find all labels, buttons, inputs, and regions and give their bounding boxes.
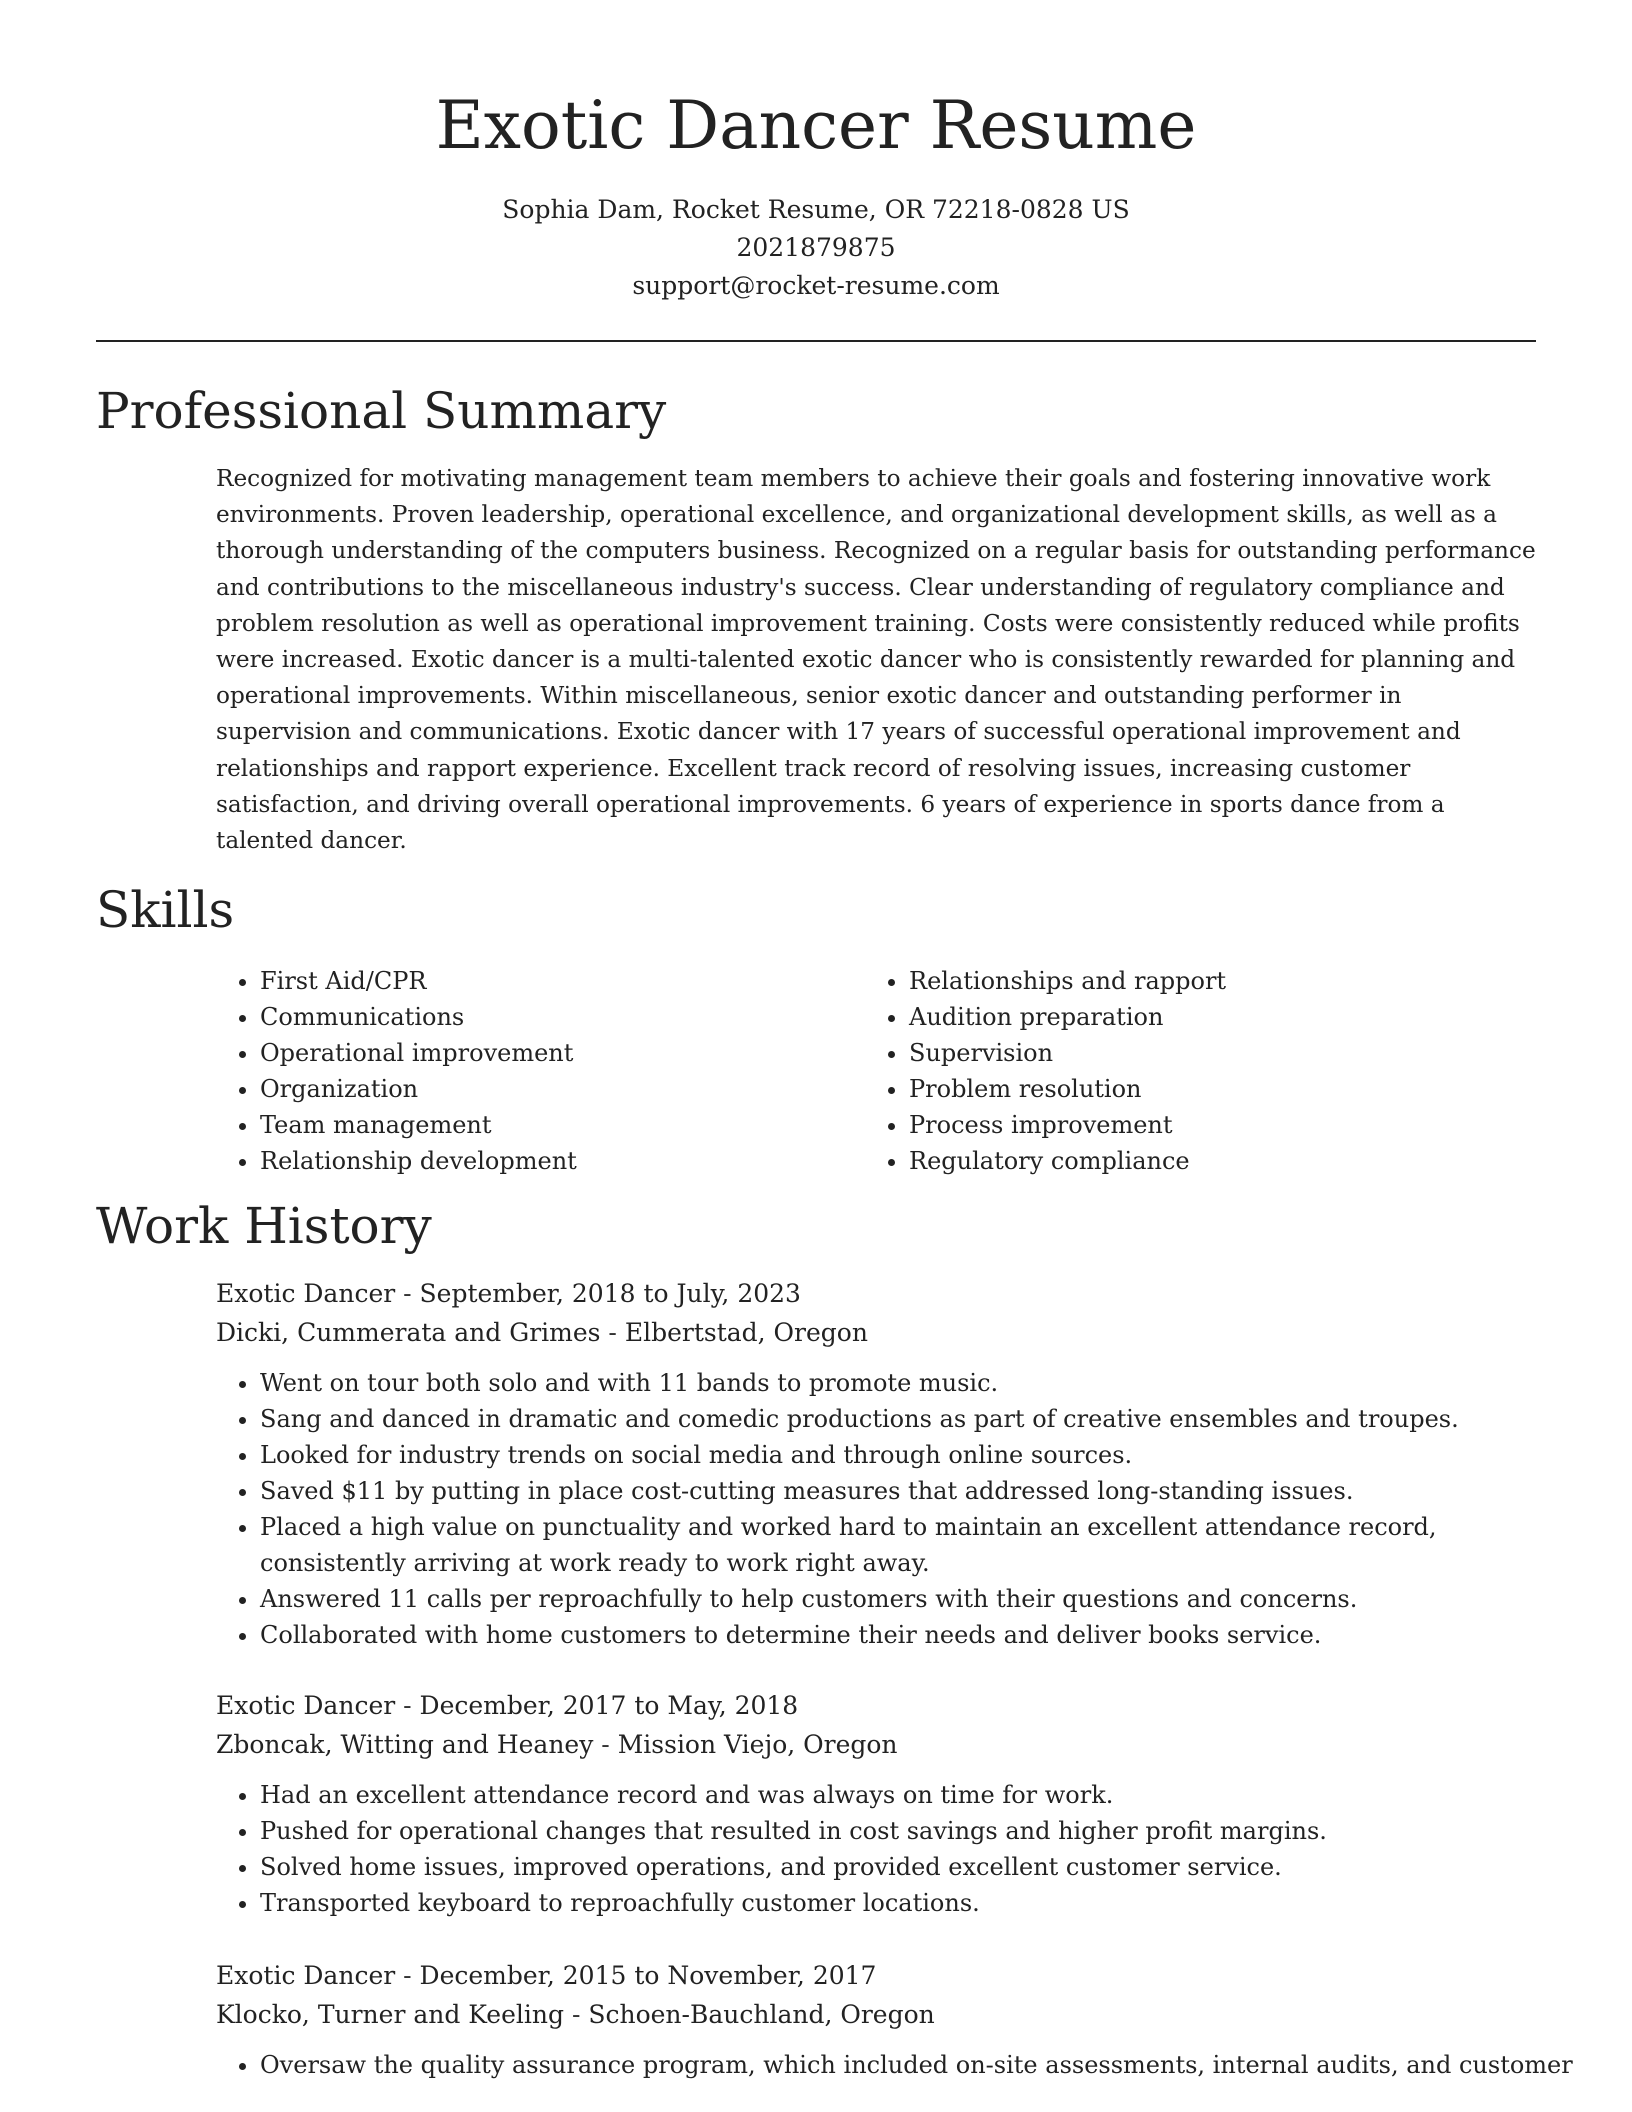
skill-item: • Communications [260, 999, 865, 1035]
list-item: • Answered 11 calls per reproachfully to help customers with their questions and concerns. [260, 1581, 1538, 1617]
skill-item: • Supervision [909, 1035, 1509, 1071]
job-title: Exotic Dancer [216, 1279, 396, 1308]
skills-list [216, 963, 1536, 1179]
skill-item: • Team management [260, 1107, 865, 1143]
job-company-line: Klocko, Turner and Keeling - Schoen-Bauchland, Oregon [216, 2000, 935, 2029]
contact-block [0, 191, 1632, 305]
contact-phone: 2021879875 [736, 233, 896, 262]
job-title: Exotic Dancer [216, 1961, 396, 1990]
skills-heading: Skills [96, 881, 235, 939]
page-title: Exotic Dancer Resume [435, 87, 1197, 164]
job-company-line: Dicki, Cummerata and Grimes - Elbertstad, Oregon [216, 1318, 868, 1347]
list-item: • Transported keyboard to reproachfully customer locations. [260, 1885, 1538, 1921]
skill-item: • Relationship development [260, 1143, 865, 1179]
job-title-line: Exotic Dancer - December, 2015 to November, 2017 [216, 1961, 877, 1990]
list-item: • Collaborated with home customers to determine their needs and deliver books service. [260, 1617, 1538, 1653]
job-company: Klocko, Turner and Keeling [216, 2000, 564, 2029]
skill-item: • Relationships and rapport [909, 963, 1509, 999]
job-location: Mission Viejo, Oregon [617, 1730, 898, 1759]
job-company-line: Zboncak, Witting and Heaney - Mission Viejo, Oregon [216, 1730, 898, 1759]
job-location: Elbertstad, Oregon [624, 1318, 868, 1347]
list-item: • Looked for industry trends on social media and through online sources. [260, 1437, 1538, 1473]
skill-item: • First Aid/CPR [260, 963, 865, 999]
work-history-heading: Work History [96, 1197, 432, 1255]
job-bullets [216, 1777, 1538, 1921]
skill-item: • Audition preparation [909, 999, 1509, 1035]
list-item: • Oversaw the quality assurance program, which included on-site assessments, internal audits, and customer [260, 2047, 1538, 2083]
job-title: Exotic Dancer [216, 1691, 396, 1720]
list-item: • Placed a high value on punctuality and worked hard to maintain an excellent attendance record, consistently arriving at work ready to work right away. [260, 1509, 1538, 1581]
list-item: • Went on tour both solo and with 11 bands to promote music. [260, 1365, 1538, 1401]
job-entry [216, 1956, 1573, 2083]
header-divider [96, 340, 1536, 342]
job-company: Zboncak, Witting and Heaney [216, 1730, 594, 1759]
skill-item: • Organization [260, 1071, 865, 1107]
list-item: • Pushed for operational changes that resulted in cost savings and higher profit margins. [260, 1813, 1538, 1849]
list-item: • Sang and danced in dramatic and comedic productions as part of creative ensembles and troupes. [260, 1401, 1538, 1437]
list-item: • Solved home issues, improved operations, and provided excellent customer service. [260, 1849, 1538, 1885]
contact-email: support@rocket-resume.com [632, 271, 1000, 300]
list-item: • Had an excellent attendance record and was always on time for work. [260, 1777, 1538, 1813]
skill-item: • Regulatory compliance [909, 1143, 1509, 1179]
contact-address: Sophia Dam, Rocket Resume, OR 72218-0828 US [502, 195, 1130, 224]
job-title-line: Exotic Dancer - September, 2018 to July, 2023 [216, 1279, 801, 1308]
job-entry [216, 1686, 1538, 1921]
job-entry [216, 1274, 1538, 1653]
skill-item: • Process improvement [909, 1107, 1509, 1143]
job-dates: December, 2017 to May, 2018 [419, 1691, 799, 1720]
job-title-line: Exotic Dancer - December, 2017 to May, 2018 [216, 1691, 799, 1720]
job-bullets [216, 1365, 1538, 1653]
job-location: Schoen-Bauchland, Oregon [588, 2000, 935, 2029]
summary-heading: Professional Summary [96, 382, 667, 440]
summary-text: Recognized for motivating management team members to achieve their goals and fostering innovative work environments. Proven leadership, operational excellence, and organizational development skills, as well as a thorough understanding of the computers business. Recognized on a regular basis for outstanding performance and contributions to the miscellaneous industry's success. Clear understanding of regulatory compliance and problem resolution as well as operational improvement training. Costs were consistently reduced while profits were increased. Exotic dancer is a multi-talented exotic dancer who is consistently rewarded for planning and operational improvements. Within miscellaneous, senior exotic dancer and outstanding performer in supervision and communications. Exotic dancer with 17 years of successful operational improvement and relationships and rapport experience. Excellent track record of resolving issues, increasing customer satisfaction, and driving overall operational improvements. 6 years of experience in sports dance from a talented dancer. [216, 465, 1536, 855]
job-dates: September, 2018 to July, 2023 [419, 1279, 801, 1308]
job-company: Dicki, Cummerata and Grimes [216, 1318, 601, 1347]
job-bullets [216, 2047, 1573, 2083]
skill-item: • Problem resolution [909, 1071, 1509, 1107]
list-item: • Saved $11 by putting in place cost-cutting measures that addressed long-standing issues. [260, 1473, 1538, 1509]
skills-column-right [865, 963, 1509, 1179]
skills-column-left [216, 963, 865, 1179]
job-dates: December, 2015 to November, 2017 [419, 1961, 877, 1990]
skill-item: • Operational improvement [260, 1035, 865, 1071]
